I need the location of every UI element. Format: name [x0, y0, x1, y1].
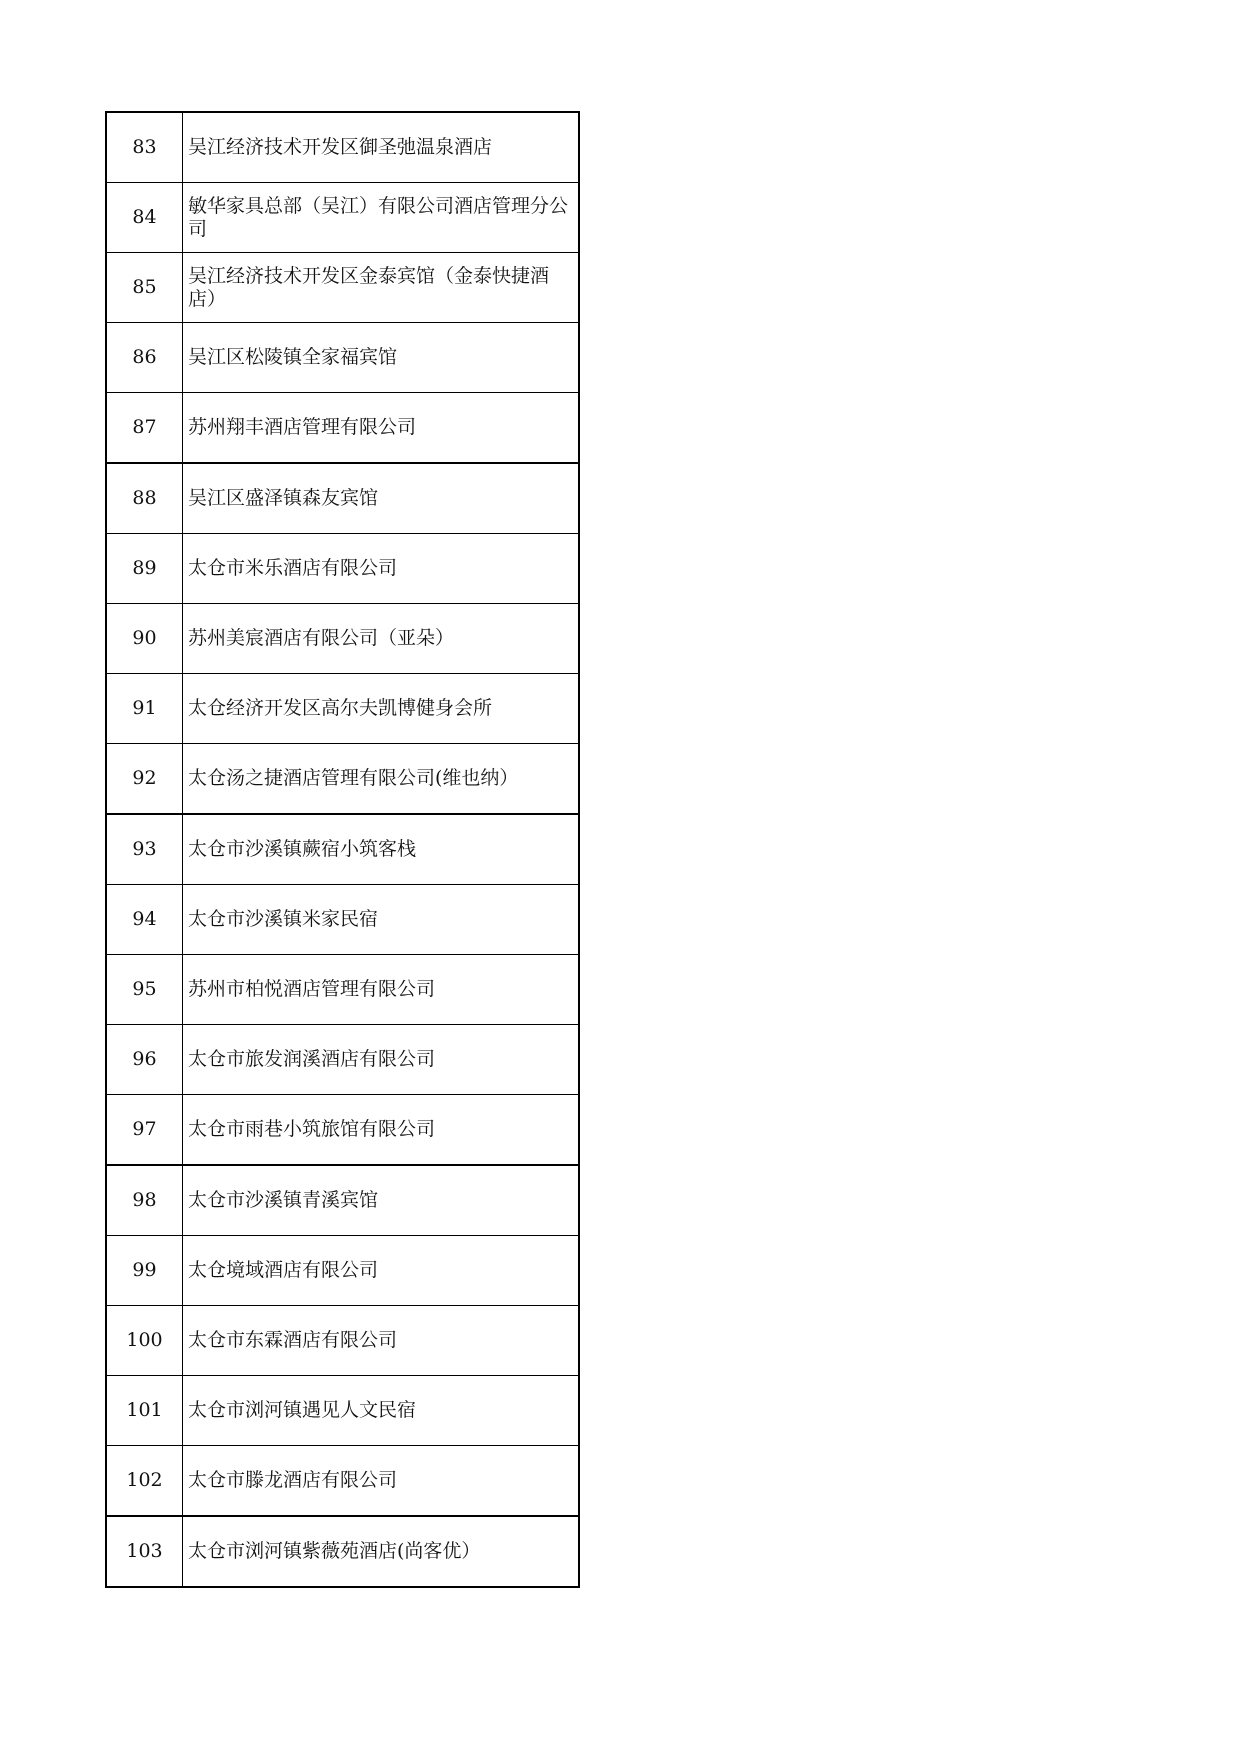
- table-row: [106, 463, 579, 534]
- table-row: [106, 534, 579, 604]
- row-number: 94: [106, 885, 183, 955]
- table-row: [106, 744, 579, 815]
- row-number: 103: [106, 1516, 183, 1587]
- row-name: 太仓市滕龙酒店有限公司: [183, 1446, 580, 1517]
- table-row: [106, 814, 579, 885]
- row-name: 太仓市米乐酒店有限公司: [183, 534, 580, 604]
- table-row: [106, 323, 579, 393]
- row-number: 102: [106, 1446, 183, 1517]
- row-name: 苏州市柏悦酒店管理有限公司: [183, 955, 580, 1025]
- row-number: 92: [106, 744, 183, 815]
- row-name: 太仓市浏河镇遇见人文民宿: [183, 1376, 580, 1446]
- row-number: 85: [106, 253, 183, 323]
- row-number: 97: [106, 1095, 183, 1166]
- row-number: 95: [106, 955, 183, 1025]
- row-name: 太仓市雨巷小筑旅馆有限公司: [183, 1095, 580, 1166]
- table-row: [106, 393, 579, 464]
- row-number: 86: [106, 323, 183, 393]
- table-row: [106, 885, 579, 955]
- row-name: 吴江区盛泽镇森友宾馆: [183, 463, 580, 534]
- table-row: [106, 253, 579, 323]
- row-number: 101: [106, 1376, 183, 1446]
- row-number: 87: [106, 393, 183, 464]
- table-row: [106, 1236, 579, 1306]
- hotel-list-table: [105, 111, 580, 1588]
- table-row: [106, 1376, 579, 1446]
- row-number: 99: [106, 1236, 183, 1306]
- row-number: 98: [106, 1165, 183, 1236]
- row-name: 吴江经济技术开发区金泰宾馆（金泰快捷酒店）: [183, 253, 580, 323]
- row-name: 太仓境域酒店有限公司: [183, 1236, 580, 1306]
- table-row: [106, 1095, 579, 1166]
- row-number: 84: [106, 183, 183, 253]
- row-name: 太仓经济开发区高尔夫凯博健身会所: [183, 674, 580, 744]
- row-number: 96: [106, 1025, 183, 1095]
- row-number: 88: [106, 463, 183, 534]
- row-name: 太仓市旅发润溪酒店有限公司: [183, 1025, 580, 1095]
- table-row: [106, 604, 579, 674]
- row-number: 91: [106, 674, 183, 744]
- row-number: 83: [106, 112, 183, 183]
- row-name: 太仓市沙溪镇蕨宿小筑客栈: [183, 814, 580, 885]
- table-row: [106, 183, 579, 253]
- table-row: [106, 1306, 579, 1376]
- table-row: [106, 674, 579, 744]
- row-name: 太仓市浏河镇紫薇苑酒店(尚客优）: [183, 1516, 580, 1587]
- row-name: 太仓市沙溪镇青溪宾馆: [183, 1165, 580, 1236]
- table-row: [106, 1025, 579, 1095]
- row-name: 太仓市东霖酒店有限公司: [183, 1306, 580, 1376]
- row-number: 100: [106, 1306, 183, 1376]
- row-name: 苏州美宸酒店有限公司（亚朵）: [183, 604, 580, 674]
- table-row: [106, 1516, 579, 1587]
- row-name: 敏华家具总部（吴江）有限公司酒店管理分公司: [183, 183, 580, 253]
- row-name: 吴江区松陵镇全家福宾馆: [183, 323, 580, 393]
- row-name: 苏州翔丰酒店管理有限公司: [183, 393, 580, 464]
- table-body: [106, 112, 579, 1587]
- table-row: [106, 955, 579, 1025]
- row-name: 太仓汤之捷酒店管理有限公司(维也纳）: [183, 744, 580, 815]
- table-row: [106, 1446, 579, 1517]
- row-name: 太仓市沙溪镇米家民宿: [183, 885, 580, 955]
- row-number: 93: [106, 814, 183, 885]
- table-row: [106, 112, 579, 183]
- row-number: 90: [106, 604, 183, 674]
- table-row: [106, 1165, 579, 1236]
- row-name: 吴江经济技术开发区御圣弛温泉酒店: [183, 112, 580, 183]
- row-number: 89: [106, 534, 183, 604]
